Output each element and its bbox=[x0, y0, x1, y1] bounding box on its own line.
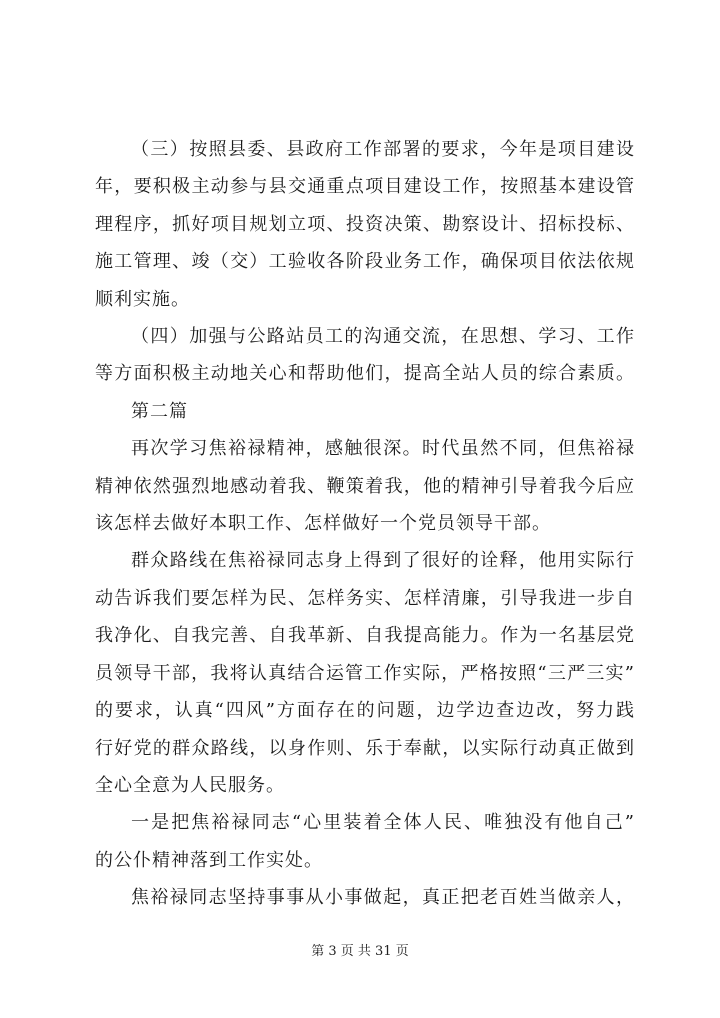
text-line: 精神依然强烈地感动着我、鞭策着我，他的精神引导着我今后应 bbox=[95, 475, 635, 497]
paragraph-mass-line bbox=[95, 542, 635, 804]
page-footer bbox=[0, 940, 720, 959]
text-line: 群众路线在焦裕禄同志身上得到了很好的诠释，他用实际行 bbox=[131, 550, 635, 572]
paragraph-intro bbox=[95, 430, 635, 542]
text-line: 该怎样去做好本职工作、怎样做好一个党员领导干部。 bbox=[95, 513, 551, 535]
text-line: 等方面积极主动地关心和帮助他们，提高全站人员的综合素质。 bbox=[95, 363, 635, 385]
text-line: 一是把焦裕禄同志“心里装着全体人民、唯独没有他自己” bbox=[131, 812, 635, 834]
paragraph-3 bbox=[95, 131, 635, 318]
text-line: （三）按照县委、县政府工作部署的要求，今年是项目建设 bbox=[131, 139, 635, 160]
text-line: （四）加强与公路站员工的沟通交流，在思想、学习、工作 bbox=[131, 326, 635, 348]
text-line: 全心全意为人民服务。 bbox=[95, 774, 285, 796]
text-line: 施工管理、竣（交）工验收各阶段业务工作，确保项目依法依规 bbox=[95, 251, 635, 273]
text-line: 顺利实施。 bbox=[95, 288, 190, 310]
text-line: 再次学习焦裕禄精神，感触很深。时代虽然不同，但焦裕禄 bbox=[131, 438, 635, 460]
text-line: 的公仆精神落到工作实处。 bbox=[95, 849, 323, 871]
paragraph-closing bbox=[95, 879, 635, 916]
page-number-label: 第 3 页 共 31 页 bbox=[311, 944, 409, 959]
text-line: 焦裕禄同志坚持事事从小事做起，真正把老百姓当做亲人， bbox=[131, 887, 635, 909]
paragraph-point-one bbox=[95, 804, 635, 879]
section-heading bbox=[95, 393, 635, 430]
text-line: 员领导干部，我将认真结合运管工作实际，严格按照“三严三实” bbox=[95, 662, 635, 684]
text-line: 行好党的群众路线，以身作则、乐于奉献，以实际行动真正做到 bbox=[95, 737, 635, 759]
text-line: 的要求，认真“四风”方面存在的问题，边学边查边改，努力践 bbox=[95, 700, 635, 722]
paragraph-4 bbox=[95, 318, 635, 393]
text-line: 动告诉我们要怎样为民、怎样务实、怎样清廉，引导我进一步自 bbox=[95, 587, 635, 609]
section-title: 第二篇 bbox=[131, 400, 188, 422]
document-body bbox=[95, 131, 635, 917]
text-line: 年，要积极主动参与县交通重点项目建设工作，按照基本建设管 bbox=[95, 176, 635, 198]
text-line: 我净化、自我完善、自我革新、自我提高能力。作为一名基层党 bbox=[95, 625, 635, 647]
text-line: 理程序，抓好项目规划立项、投资决策、勘察设计、招标投标、 bbox=[95, 213, 635, 235]
